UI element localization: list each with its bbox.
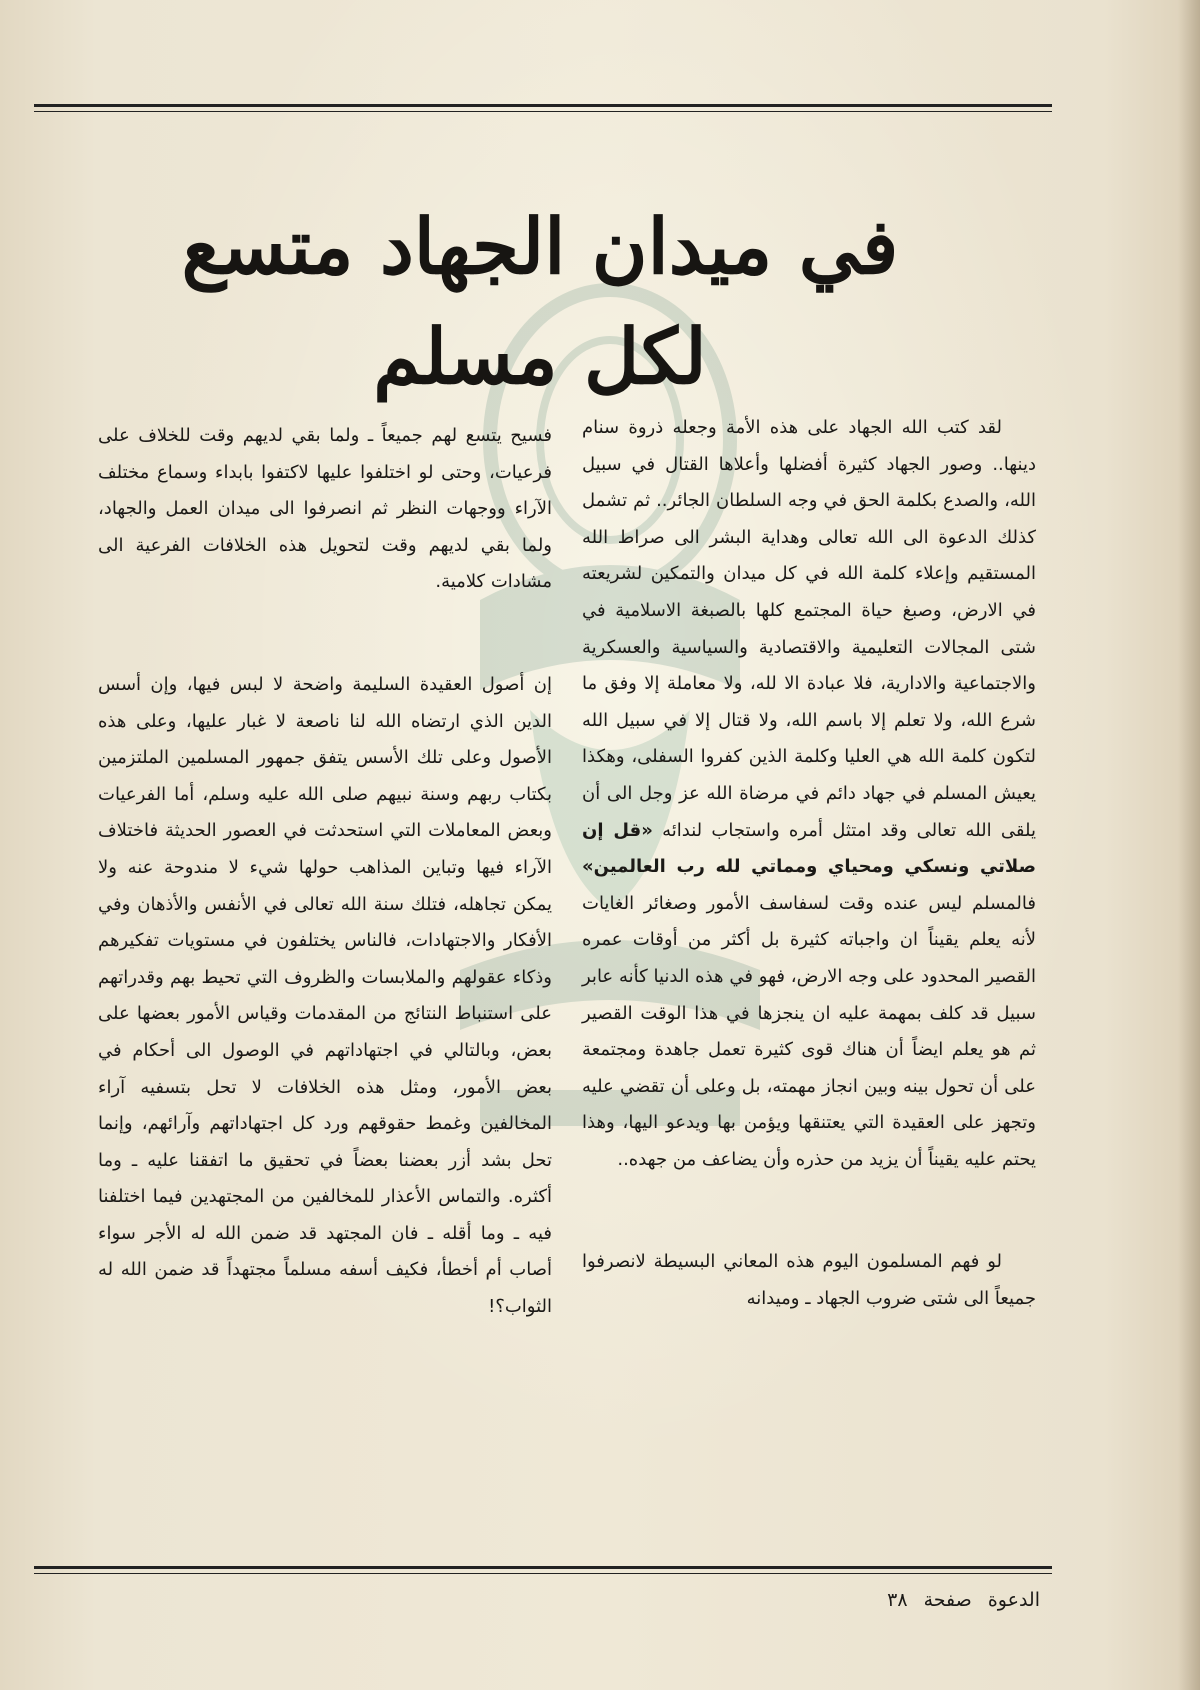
top-rule-thick — [34, 104, 1052, 107]
footer-magazine-name: الدعوة — [987, 1589, 1040, 1611]
article-title: في ميدان الجهاد متسع لكل مسلم — [181, 202, 899, 401]
left-paragraph-2: إن أصول العقيدة السليمة واضحة لا لبس فيها، وإن أسس الدين الذي ارتضاه الله لنا ناصعة لا غبار عليها، وعلى هذه الأصول وعلى تلك الأسس يتفق جمهور المسلمين الملتزمين بكتاب ربهم وسنة نبيهم صلى الله عليه وسلم، أما الفرعيات وبعض المعاملات التي استحدثت في العصور الحديثة فاختلاف الآراء فيها وتباين المذاهب حولها شيء لا مندوحة عنه ولا يمكن تجاهله، فتلك سنة الله تعالى في الأنفس والأذهان وفي الأفكار والاجتهادات، فالناس يختلفون في مستويات تفكيرهم وذكاء عقولهم والملابسات والظروف التي تحيط بهم وقدراتهم على استنباط النتائج من المقدمات وقياس الأمور بعضها على بعض، وبالتالي في اجتهاداتهم في الوصول الى أحكام في بعض الأمور، ومثل هذه الخلافات لا تحل بتسفيه آراء المخالفين وغمط حقوقهم ورد كل اجتهاداتهم وآرائهم، وإنما تحل بشد أزر بعضنا بعضاً في تحقيق ما اتفقنا عليه ـ وما أكثره. والتماس الأعذار للمخالفين من المجتهدين فيما اختلفنا فيه ـ وما أقله ـ فان المجتهد قد ضمن الله له الأجر سواء أصاب أم أخطأ، فكيف أسفه مسلماً مجتهداً قد ضمن الله له الثواب؟! — [98, 673, 552, 1318]
left-paragraph-1: فسيح يتسع لهم جميعاً ـ ولما بقي لديهم وقت للخلاف على فرعيات، وحتى لو اختلفوا عليها لاكتفوا بابداء وسماع مختلف الآراء ووجهات النظر ثم انصرفوا الى ميدان العمل والجهاد، ولما بقي لديهم وقت لتحويل هذه الخلافات الفرعية الى مشادات كلامية. — [98, 425, 552, 593]
paragraph-gap — [98, 601, 552, 667]
page-edge-shadow — [1178, 0, 1200, 1690]
page-footer — [780, 1580, 1040, 1620]
top-rule-thin — [34, 111, 1052, 112]
right-paragraph-2: لو فهم المسلمون اليوم هذه المعاني البسيطة لانصرفوا جميعاً الى شتى ضروب الجهاد ـ وميدانه — [582, 1251, 1036, 1310]
right-paragraph-1 — [582, 410, 1036, 1178]
right-paragraph-1-end: فالمسلم ليس عنده وقت لسفاسف الأمور وصغائر الغايات لأنه يعلم يقيناً ان واجباته كثيرة بل أكثر من أوقات عمره القصير المحدود على وجه الارض، فهو في هذه الدنيا كأنه عابر سبيل قد كلف بمهمة عليه ان ينجزها في هذا الوقت القصير ثم هو يعلم ايضاً أن هناك قوى كثيرة تعمل جاهدة ومجتمعة على أن تحول بينه وبين انجاز مهمته، بل وعلى أن تقضي عليه وتجهز على العقيدة التي يعتنقها ويؤمن بها ويدعو اليها، وهذا يحتم عليه يقيناً أن يزيد من حذره وأن يضاعف من جهده.. — [582, 892, 1036, 1170]
right-column — [582, 410, 1036, 1318]
right-paragraph-1-text: لقد كتب الله الجهاد على هذه الأمة وجعله ذروة سنام دينها.. وصور الجهاد كثيرة أفضلها وأعلاها القتال في سبيل الله، والصدع بكلمة الحق في وجه السلطان الجائر.. ثم تشمل كذلك الدعوة الى الله تعالى وهداية البشر الى صراط الله المستقيم وإعلاء كلمة الله في كل ميدان والتمكين لشريعته في الارض، وصبغ حياة المجتمع كلها بالصبغة الاسلامية في شتى المجالات التعليمية والاقتصادية والسياسية والعسكرية والاجتماعية والادارية، فلا عبادة الا لله، ولا معاملة إلا وفق ما شرع الله، ولا تعلم إلا باسم الله، ولا قتال إلا في سبيل الله لتكون كلمة الله هي العليا وكلمة الذين كفروا السفلى، وهكذا يعيش المسلم في جهاد دائم في مرضاة الله عز وجل الى أن يلقى الله تعالى وقد امتثل أمره واستجاب لندائه — [582, 417, 1036, 841]
bottom-rule-thick — [34, 1566, 1052, 1569]
footer-page-word: صفحة — [923, 1589, 972, 1611]
quran-quote: «قل إن صلاتي ونسكي ومحياي ومماتي لله رب العالمين» — [582, 819, 1036, 878]
bottom-rule-thin — [34, 1573, 1052, 1574]
footer-page-number: ٣٨ — [887, 1589, 908, 1611]
paragraph-gap — [582, 1178, 1036, 1244]
left-column — [98, 418, 552, 1326]
